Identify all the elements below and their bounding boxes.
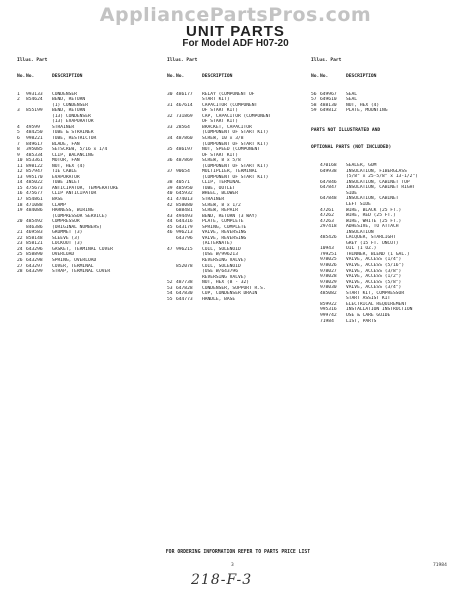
illus-number: 2 [17,97,20,103]
illus-number: 30 [167,91,173,97]
section-heading-line: PARTS NOT ILLUSTRATED AND [311,127,381,133]
part-number: 643296 [26,246,43,252]
part-description: VALVE, ACCESS (5/8") [346,279,402,285]
part-description: GASKET, TERMINAL COVER [52,246,113,252]
illus-number: 9 [17,152,20,158]
header-illus: Illus. Part [167,58,198,64]
part-description: COIL, SOLENOID [202,263,241,269]
header-description: DESCRIPTION [52,74,83,80]
illus-number: 6 [17,136,20,141]
parts-column-1 [17,48,162,275]
illus-number: 8 [17,147,20,153]
parts-list [311,92,463,114]
part-number: 995316 [320,307,337,313]
illus-number: 24 [17,246,23,252]
part-description: VALVE, ACCESS (1/4") [346,257,402,263]
part-description: LIST, PARTS [346,318,377,324]
header-part-no: No. [26,74,35,80]
part-description: TUBE INLET [52,180,80,186]
illus-number: 38 [167,180,173,186]
part-description: MULTIPLIER, TERMINAL [202,169,258,175]
illus-number: 1 [17,91,20,97]
part-description: CLIP ANTICIPATOR [52,191,97,197]
illus-number: 43 [167,213,173,219]
part-description: EVAPORATOR [52,174,80,180]
parts-column-3 [311,48,463,324]
optional-parts-list [311,163,463,324]
part-number: 395085 [26,147,43,153]
part-description: CAPACITOR (COMPONENT [202,102,258,108]
header-no: No. [167,74,176,80]
part-description: OF START KIT) [202,152,238,158]
illus-number: 16 [17,191,23,197]
illus-number: 52 [167,280,173,286]
illus-number: 5 [17,130,20,136]
illus-number: 27 [17,263,23,269]
illus-number: 15 [17,185,23,191]
part-description: OVERLOAD [52,252,75,258]
part-description: MOTOR, FAN [52,158,80,164]
table-row [311,319,463,325]
part-description: RELAY (COMPONENT OF [202,91,255,97]
part-number: 852078 [176,263,193,269]
part-description: COMPRESSOR [52,219,80,225]
part-number: 484086 [26,208,43,214]
part-description: SCREW, REPAIR [202,208,238,214]
document-number: 71984 [433,563,447,568]
part-number: 688481 [176,208,193,214]
illus-number: 13 [17,174,23,180]
illus-number: 17 [17,197,23,203]
part-number: 978029 [320,279,337,285]
illus-number: 39 [167,185,173,191]
illus-number: 31 [167,102,173,108]
header-illus: Illus. Part [311,58,342,64]
part-description: SETSCREW, 5/16 x 1/4 [52,147,108,153]
part-description: VALVE, ACCESS (3/4") [346,285,402,291]
part-number: 487860 [176,136,193,141]
part-description: BRACKET, CAPACITOR [202,124,252,130]
part-number: 858148 [26,235,43,241]
part-number: 799251 [320,251,337,257]
part-description: SPRING, OVERLOAD [52,258,97,264]
illus-number: 19 [17,208,23,214]
part-number: 995170 [26,174,43,180]
part-description: VALVE, REVERSING [202,230,247,236]
illus-number: 4 [17,124,20,130]
part-description: BEND, RETURN [52,97,86,103]
part-description: STRAINER [202,197,225,203]
part-description: TUBE, OUTLET [202,185,236,191]
part-number: 49599 [26,124,40,130]
part-number: 854861 [26,197,43,203]
part-number: 485334 [26,152,43,158]
part-number: 649938 [320,168,337,174]
part-number: 486197 [176,147,193,153]
part-number: 978028 [320,274,337,280]
part-number: 647830 [176,291,193,297]
part-number: 858080 [176,202,193,208]
part-number: 846386 [26,224,43,230]
illus-number [311,319,320,325]
illus-number: 22 [17,235,23,241]
part-description: CONDENSER, SUPPORT R.S. [202,285,266,291]
part-number: 643297 [26,263,43,269]
section-heading-not-illustrated [311,117,463,161]
part-description: STRAINER [52,124,75,130]
part-description: CLIP, TERMINAL [202,180,241,186]
part-description: LOCKOUT (3) [52,241,83,247]
illus-number: 42 [167,202,173,208]
part-number: 859922 [320,301,337,307]
part-description: ADHESIVE, TO ATTACH [346,224,399,230]
part-description: BEND, RETURN (3 WAY) [202,213,258,219]
illus-number: 35 [167,147,173,153]
illus-number: 40 [167,191,173,197]
part-number: 487738 [176,280,193,286]
part-description: ANTICIPATOR, TEMPERATURE [52,185,119,191]
part-description: START KIT, COMPRESSOR [346,290,405,296]
part-description: START ASSIST KIT [346,296,391,302]
part-number: 649812 [320,108,337,114]
part-description: (COMPONENT OF START KIT) [202,163,269,169]
table-row [311,108,463,114]
illus-number: 20 [17,219,23,225]
part-number: 470168 [320,163,337,169]
illus-number: 7 [17,141,20,147]
part-description: WIRE, RED (25 FT.) [346,213,396,219]
illus-number: 10 [17,158,23,164]
part-description: THINNER, BLEND (1 GAL.) [346,251,410,257]
part-description: SCREW, 8 x 1/2 [202,202,241,208]
part-number: 849617 [26,141,43,147]
watermark: AppliancePartsPros.com [99,4,372,26]
part-number: 993133 [26,91,43,97]
part-description: WHEEL, BLOWER [202,191,238,197]
part-description: INSULATION [346,229,374,235]
illus-number: 21 [17,230,23,236]
illus-number: 23 [17,241,23,247]
part-number: 996213 [176,230,193,236]
part-description: (USE W/996213 [202,252,238,258]
part-description: VALVE, ACCESS (5/16") [346,263,405,269]
part-description: WIRE, BLACK (25 FT.) [346,207,402,213]
part-description: (5/8" x 25-5/8" x 13-1/2") [346,174,418,180]
illus-number: 26 [17,258,23,264]
part-description: OF START KIT) [202,108,238,114]
part-number: 484250 [26,130,43,136]
illus-number: 14 [17,180,23,186]
illus-number: 59 [311,108,317,114]
handwritten-note: 218-F-3 [191,572,253,588]
column-header [17,48,162,90]
part-description: WIRE, WHITE (25 FT.) [346,218,402,224]
header-no: No. [17,74,26,80]
part-description: BASE [52,197,64,203]
illus-number: 53 [167,285,173,291]
part-description: (COMPONENT OF START KIT) [202,130,269,136]
part-number: 643796 [176,235,193,241]
part-number: 858121 [26,241,43,247]
part-description: VALVE, REVERSING [202,235,247,241]
part-description: SEAL [346,91,358,97]
header-description: DESCRIPTION [346,74,377,80]
part-description: (USE W/643796 [202,269,238,275]
part-number: 731869 [176,113,193,119]
part-description: PLATE, COMPLETE [202,219,244,225]
illus-number: 33 [167,124,173,130]
page-subtitle: For Model ADF H07-20 [182,38,289,49]
part-number: 857947 [26,169,43,175]
part-number: 47263 [320,218,334,224]
part-description: LACQUER, STARLIGHT [346,235,396,241]
section-heading-line: OPTIONAL PARTS (NOT INCLUDED) [311,144,392,150]
part-description: CAP, CAPACITOR (COMPONENT [202,113,272,119]
part-description: SEALER, GUM [346,163,377,169]
part-description: VALVE, ACCESS (3/8") [346,268,402,274]
part-description: HARNESS, WIRING [52,208,94,214]
part-number: 71984 [320,318,334,324]
part-number: 469583 [26,230,43,236]
part-number: 649610 [320,97,337,103]
part-description: PLATE, MOUNTING [346,108,388,114]
illus-number: 45 [167,224,173,230]
part-number: 485492 [26,219,43,225]
illus-number: 25 [17,252,23,258]
part-number: 645932 [176,191,193,197]
part-number: 647847 [320,185,337,191]
part-description: (13) EVAPORATOR [52,119,94,125]
part-description: ELECTRICAL REQUIREMENT [346,301,407,307]
part-description: SCREW, 8 x 5/8 [202,158,241,164]
part-description: HANDLE, BASE [202,296,236,302]
parts-list [17,92,162,275]
part-number: 978026 [320,263,337,269]
part-number: 998221 [26,136,43,141]
part-number: 475677 [26,191,43,197]
part-number: 855199 [26,108,43,114]
part-number: 297418 [320,224,337,230]
part-description: BLADE, FAN [52,141,80,147]
part-description: VALVE, ACCESS (1/2") [346,274,402,280]
part-number: 10943 [320,246,334,252]
illus-number: 12 [17,169,23,175]
part-number: 28564 [176,124,190,130]
part-number: 978027 [320,268,337,274]
illus-number: 57 [311,97,317,103]
part-description: SLEEVE (3) [52,235,80,241]
part-description: SCREW, 10 x 3/8 [202,136,244,141]
part-number: 647828 [176,285,193,291]
illus-number: 11 [17,163,23,169]
part-description: NUT, HEX (4) [346,102,380,108]
part-number: 471088 [26,202,43,208]
part-description: SPRING, COMPLETE [202,224,247,230]
part-number: 978025 [320,257,337,263]
part-number: 858890 [26,252,43,258]
part-description: INSULATION, FIBERGLASS [346,168,407,174]
part-number: 853361 [26,158,43,164]
part-number: 978030 [320,285,337,291]
ordering-info-note: FOR ORDERING INFORMATION REFER TO PARTS PRICE LIST [165,550,311,555]
part-number: 485022 [26,180,43,186]
illus-number: 32 [167,113,173,119]
part-number: 90654 [176,169,190,175]
part-number: 643299 [26,269,43,275]
part-description: (ALTERNATE) [202,241,233,247]
part-number: 649967 [320,91,337,97]
part-description: TUBE & STRAINER [52,130,94,136]
illus-number: 36 [167,158,173,164]
illus-number: 44 [167,219,173,225]
part-description: LEFT SIDE [346,202,371,208]
column-header [167,48,315,90]
part-description: GROMMET (3) [52,230,83,236]
part-description: TUBE, RESTRICTOR [52,136,97,141]
column-header [311,48,463,90]
part-number: 647848 [320,196,337,202]
part-description: CONDENSER [52,91,77,97]
illus-number: 56 [311,91,317,97]
parts-list [167,92,315,303]
illus-number: 37 [167,169,173,175]
part-description: INSTALLATION INSTRUCTION [346,307,413,313]
part-description: TIE CABLE [52,169,77,175]
table-row [167,297,315,303]
part-description: (ORIGINAL NUMBERS) [52,224,102,230]
header-description: DESCRIPTION [202,74,233,80]
page-number: 3 [231,563,234,568]
part-description: (13) CONDENSER [52,113,91,119]
part-number: 644316 [176,219,193,225]
part-number: 485426 [320,235,337,241]
header-no: No. [311,74,320,80]
part-description: INSULATION, CABINET [346,196,399,202]
illus-number: 18 [17,202,23,208]
part-number: 474013 [176,197,193,203]
part-number: 487869 [176,158,193,164]
table-row [17,269,162,275]
part-description: COIL, SOLENOID [202,246,241,252]
part-description: START KIT) [202,97,230,103]
part-number: 47261 [320,207,334,213]
part-description: CUP, CONDENSER DRAIN [202,291,258,297]
part-description: GREY (15 FT. UNCUT) [346,240,399,246]
part-number: 486177 [176,91,193,97]
illus-number: 46 [167,230,173,236]
illus-number: 55 [167,296,173,302]
part-number: 996215 [176,246,193,252]
part-description: SEAL [346,97,358,103]
part-description: BEND, RETURN [52,108,86,114]
page-title: UNIT PARTS [186,23,285,40]
part-number: 47262 [320,213,334,219]
illus-number: 58 [311,102,317,108]
illus-number: 41 [167,197,173,203]
part-description: (COMPONENT OF START KIT) [202,141,269,147]
part-number: 854624 [26,97,43,103]
part-number: 643179 [176,224,193,230]
part-number: 643298 [26,258,43,264]
part-number: 494493 [176,213,193,219]
part-description: CLAMP [52,202,66,208]
part-description: SIDE [346,190,358,196]
part-description: NUT, HEX (8 - 32) [202,280,250,286]
illus-number: 28 [17,269,23,275]
parts-column-2 [167,48,315,302]
part-description: REVERSING VALVE) [202,258,247,264]
part-description: CLIP, BALANCING [52,152,94,158]
header-part-no: No. [320,74,329,80]
part-number: 475673 [26,185,43,191]
part-number: 999742 [320,312,337,318]
part-description: REVERSING VALVE) [202,274,247,280]
part-description: (1) CONDENSER [52,102,88,108]
part-number: 40571 [176,180,190,186]
header-illus: Illus. Part [17,58,48,64]
part-description: COVER, TERMINAL [52,263,94,269]
part-number: 467614 [176,102,193,108]
illus-number: 54 [167,291,173,297]
part-description: OF START KIT) [202,119,238,125]
header-part-no: No. [176,74,185,80]
part-description: STRAP, TERMINAL COVER [52,269,111,275]
illus-number: 47 [167,246,173,252]
part-description: INSULATION, CABINET RIGHT [346,185,416,191]
part-number: 647846 [320,179,337,185]
illus-number: 34 [167,136,173,141]
illus-number: 3 [17,108,20,114]
part-description: (COMPRESSOR SERVICE) [52,213,108,219]
part-number: 898122 [26,163,43,169]
part-description: USE & CARE GUIDE [346,312,391,318]
part-description: INSULATION, CABINET TOP [346,179,410,185]
part-number: 644773 [176,296,193,302]
part-number: 488130 [320,102,337,108]
part-description: NUT, SPEED (COMPONENT [202,147,261,153]
part-number: 485082 [320,290,337,296]
part-number: 485950 [176,185,193,191]
part-description: NUT, HEX (4) [52,163,86,169]
part-description: OIL (1 OZ.) [346,246,377,252]
part-description: (COMPONENT OF START KIT) [202,174,269,180]
